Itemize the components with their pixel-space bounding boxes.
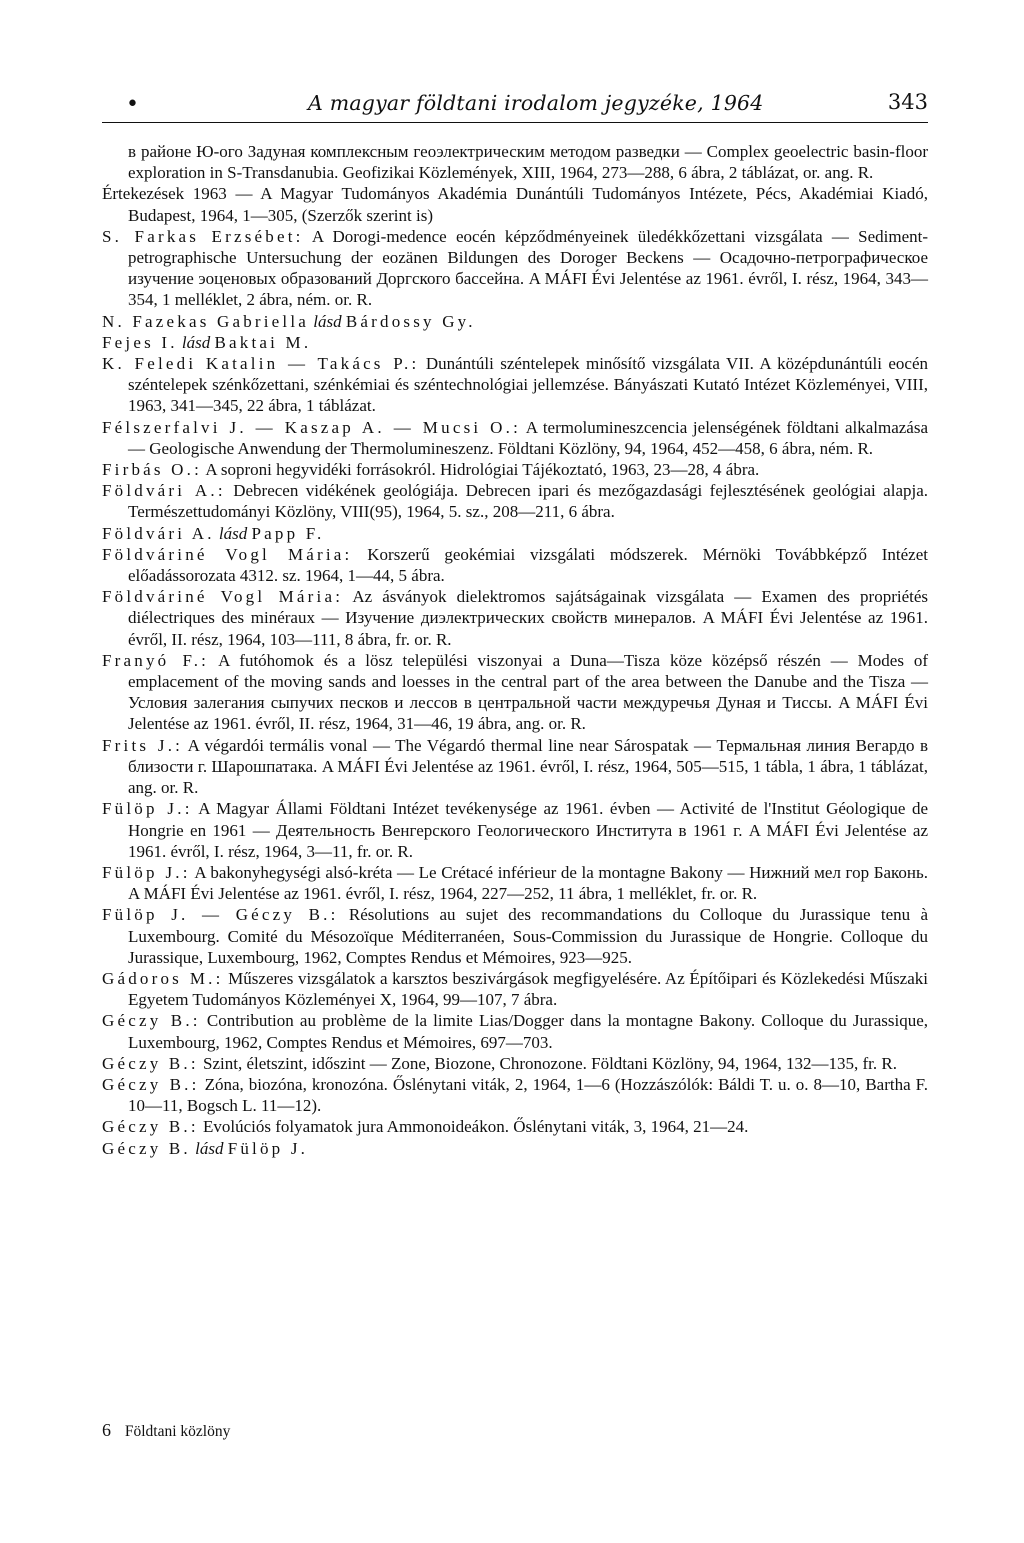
- bibliography-entry: [102, 332, 928, 353]
- entry-author: N. Fazekas Gabriella: [102, 311, 310, 331]
- entry-see-also: lásd: [313, 311, 342, 331]
- bibliography-entry: [102, 1074, 928, 1116]
- entry-author: Fülöp J. — Géczy B.:: [102, 905, 339, 925]
- bibliography-entry: [102, 311, 928, 332]
- entry-text: Baktai M.: [214, 332, 312, 352]
- footer: [102, 1420, 230, 1441]
- entry-author: Fülöp J.:: [102, 862, 191, 882]
- entry-text: в районе Ю-ого Задуная комплексным геоэлектрическим методом разведки — Complex geoelectric basin-floor exploration in S-Transdanubia. Geofizikai Közlemények, XIII, 1964, 273—288, 6 ábra, 2 táblázat, or. ang. R.: [128, 142, 928, 183]
- entry-text: Korszerű geokémiai vizsgálati módszerek. Mérnöki Továbbképző Intézet előadássorozata 4312. sz. 1964, 1—44, 5 ábra.: [128, 544, 928, 586]
- entry-author: Földváriné Vogl Mária:: [102, 544, 353, 564]
- entry-author: Frits J.:: [102, 735, 184, 755]
- entry-see-also: lásd: [181, 332, 211, 352]
- entry-text: Evolúciós folyamatok jura Ammonoideákon. Őslénytani viták, 3, 1964, 21—24.: [203, 1117, 749, 1137]
- bibliography-entry: [102, 459, 928, 480]
- bibliography-entry: [102, 968, 928, 1010]
- bibliography-entry: [102, 480, 928, 522]
- entry-text: Zóna, biozóna, kronozóna. Őslénytani viták, 2, 1964, 1—6 (Hozzászólók: Báldi T. u. o. 8—10, Bartha F. 10—11, Bogsch L. 11—12).: [128, 1074, 929, 1116]
- bibliography-entry: [102, 226, 928, 311]
- entry-author: Géczy B.:: [102, 1053, 199, 1073]
- entry-author: Géczy B.:: [102, 1117, 199, 1137]
- bibliography-entry: [102, 1010, 928, 1052]
- entry-text: A Dorogi-medence eocén képződményeinek üledékkőzettani vizsgálata — Sediment-petrographische Untersuchung der eozänen Bildungen des Doroger Beckens — Осадочно-петрографическое изучение эоценовых образований Доргского бассейна. A MÁFI Évi Jelentése az 1961. évről, I. rész, 1964, 343—354, 1 melléklet, 2 ábra, ném. or. R.: [128, 226, 929, 310]
- bibliography-entry: [102, 862, 928, 904]
- page-number: 343: [887, 90, 928, 114]
- entry-author: Félszerfalvi J. — Kaszap A. — Mucsi O.:: [102, 417, 522, 437]
- entry-author: Gádoros M.:: [102, 968, 224, 988]
- entry-text: A futóhomok és a lösz települési viszonyai a Duna—Tisza köze középső részén — Modes of emplacement of the moving sands and loesses in the central part of the area between the Danube and the Tisza — Условия залегания сыпучих песков и лессов в центральной части междуречья Дуная и Тиссы. A MÁFI Évi Jelentése az 1961. évről, II. rész, 1964, 31—46, 19 ábra, ang. or. R.: [128, 650, 929, 734]
- entry-author: Fejes I.: [102, 332, 178, 352]
- entry-text: Résolutions au sujet des recommandations du Colloque du Jurassique tenu à Luxembourg. Comité du Mésozoïque Méditerranéen, Sous-Commission du Jurassique de Hongrie. Colloque du Jurassique, Luxembourg, 1962, Comptes Rendus et Mémoires, 923—925.: [128, 905, 929, 967]
- bibliography-entry: [102, 544, 928, 586]
- bibliography-entry: [102, 183, 928, 225]
- entry-author: Franyó F.:: [102, 650, 210, 670]
- bibliography-entry: [102, 650, 928, 735]
- bibliography-entry: [102, 353, 928, 417]
- signature-number: 6: [102, 1420, 111, 1440]
- entry-author: K. Feledi Katalin — Takács P.:: [102, 354, 420, 374]
- entry-author: Géczy B.:: [102, 1074, 200, 1094]
- bibliography-entry: [102, 1138, 928, 1159]
- entry-text: Contribution au problème de la limite Lias/Dogger dans la montagne Bakony. Colloque du Jurassique, Luxembourg, 1962, Comptes Rendus et Mémoires, 697—703.: [128, 1011, 929, 1052]
- entry-text: A termolumineszcencia jelenségének földtani alkalmazása — Geologische Anwendung der Thermolumineszenz. Földtani Közlöny, 94, 1964, 452—458, 6 ábra, ném. R.: [128, 417, 929, 458]
- footer-text: Földtani közlöny: [124, 1423, 231, 1440]
- bibliography-entry: [102, 904, 928, 968]
- entry-text: Szint, életszint, időszint — Zone, Biozone, Chronozone. Földtani Közlöny, 94, 1964, 132—135, fr. R.: [203, 1053, 897, 1073]
- entry-see-also: lásd: [195, 1138, 224, 1158]
- entry-author: Földvári A.: [102, 523, 215, 543]
- entry-author: S. Farkas Erzsébet:: [102, 226, 304, 246]
- header-title: A magyar földtani irodalom jegyzéke, 1964: [308, 91, 764, 115]
- bibliography-entry: [102, 735, 928, 799]
- entry-text: Az ásványok dielektromos sajátságainak vizsgálata — Examen des propriétés diélectriques des minéraux — Изучение диэлектрических свойств минералов. A MÁFI Évi Jelentése az 1961. évről, II. rész, 1964, 103—111, 8 ábra, fr. or. R.: [128, 587, 929, 649]
- entry-text: A Magyar Állami Földtani Intézet tevékenysége az 1961. évben — Activité de l'Institut Géologique de Hongrie en 1961 — Деятельность Венгерского Геологического Института в 1961 г. A MÁFI Évi Jelentése az 1961. évről, I. rész, 1964, 3—11, fr. or. R.: [128, 799, 929, 861]
- bibliography-entry: [102, 417, 928, 459]
- entry-text: Bárdossy Gy.: [345, 311, 476, 331]
- entry-see-also: lásd: [218, 523, 248, 543]
- header-bullet: •: [126, 92, 139, 117]
- entry-text: A végardói termális vonal — The Végardó thermal line near Sárospatak — Термальная линия Вегардо в близости г. Шарошпатака. A MÁFI Évi Jelentése az 1961. évről, I. rész, 1964, 505—515, 1 tábla, 1 ábra, 1 táblázat, ang. or. R.: [128, 735, 928, 798]
- bibliography-entry: [102, 523, 928, 544]
- bibliography-entry: [102, 798, 928, 862]
- entry-author: Firbás O.:: [102, 460, 202, 480]
- running-header: [102, 86, 928, 123]
- bibliography-list: [102, 141, 928, 1401]
- entry-text: Dunántúli széntelepek minősítő vizsgálata VII. A középdunántúli eocén széntelepek szénkőzettani, szénkémiai és széntechnológiai jellemzése. Bányászati Kutató Intézet Közleményei, VIII, 1963, 341—345, 22 ábra, 1 táblázat.: [128, 354, 929, 416]
- entry-text: Papp F.: [251, 523, 325, 543]
- entry-text: A soproni hegyvidéki forrásokról. Hidrológiai Tájékoztató, 1963, 23—28, 4 ábra.: [205, 460, 760, 480]
- bibliography-entry: [102, 586, 928, 650]
- entry-author: Géczy B.: [102, 1138, 191, 1158]
- entry-text: A bakonyhegységi alsó-kréta — Le Crétacé inférieur de la montagne Bakony — Нижний мел гор Баконь. A MÁFI Évi Jelentése az 1961. évről, I. rész, 1964, 227—252, 11 ábra, 1 melléklet, fr. or. R.: [128, 862, 929, 904]
- bibliography-entry: [102, 1053, 928, 1074]
- entry-author: Géczy B.:: [102, 1011, 201, 1031]
- entry-author: Földvári A.:: [102, 481, 226, 501]
- entry-text: Fülöp J.: [227, 1138, 309, 1158]
- entry-text: Műszeres vizsgálatok a karsztos beszivárgások megfigyelésére. Az Építőipari és Közlekedési Műszaki Egyetem Tudományos Közleményei X, 1964, 99—107, 7 ábra.: [128, 968, 929, 1010]
- entry-text: Debrecen vidékének geológiája. Debrecen ipari és mezőgazdasági fejlesztésének geológiai alapja. Természettudományi Közlöny, VIII(95), 1964, 5. sz., 208—211, 6 ábra.: [128, 481, 929, 522]
- entry-text: Értekezések 1963 — A Magyar Tudományos Akadémia Dunántúli Tudományos Intézete, Pécs, Akadémiai Kiadó, Budapest, 1964, 1—305, (Szerzők szerint is): [102, 184, 928, 225]
- bibliography-entry: [102, 141, 928, 183]
- entry-author: Fülöp J.:: [102, 799, 193, 819]
- entry-author: Földváriné Vogl Mária:: [102, 587, 344, 607]
- bibliography-entry: [102, 1116, 928, 1137]
